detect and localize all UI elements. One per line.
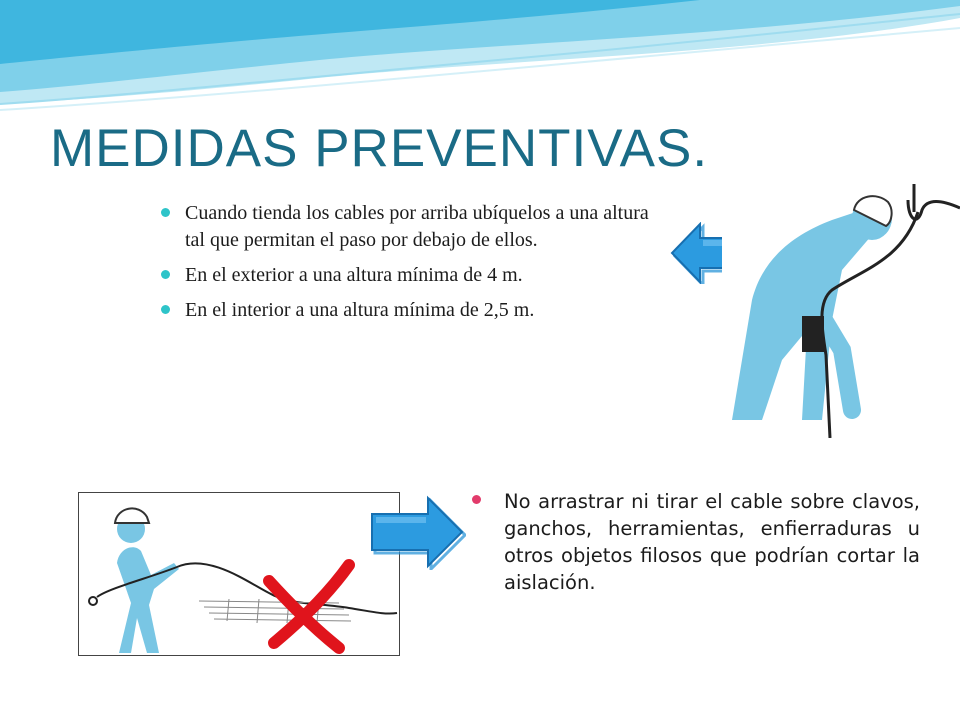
bullet-item: En el interior a una altura mínima de 2,5 m. xyxy=(160,297,670,324)
worker-with-overhead-cable-icon xyxy=(722,180,960,438)
note-paragraph xyxy=(470,488,920,596)
bullet-dot-icon xyxy=(472,495,481,504)
arrow-right-icon xyxy=(370,494,466,570)
worker-dragging-cable-figure xyxy=(78,492,400,656)
bullet-item: En el exterior a una altura mínima de 4 m. xyxy=(160,262,670,289)
bullet-item: Cuando tienda los cables por arriba ubíquelos a una altura tal que permitan el paso por debajo de ellos. xyxy=(160,200,670,254)
bullet-list xyxy=(160,200,670,332)
slide-title: MEDIDAS PREVENTIVAS. xyxy=(50,119,709,178)
worker-dragging-cable-icon xyxy=(79,493,399,655)
header-wave-decoration xyxy=(0,0,960,120)
note-text: No arrastrar ni tirar el cable sobre clavos, ganchos, herramientas, enfierraduras u otros objetos filosos que podrían cortar la aislación. xyxy=(504,490,920,594)
